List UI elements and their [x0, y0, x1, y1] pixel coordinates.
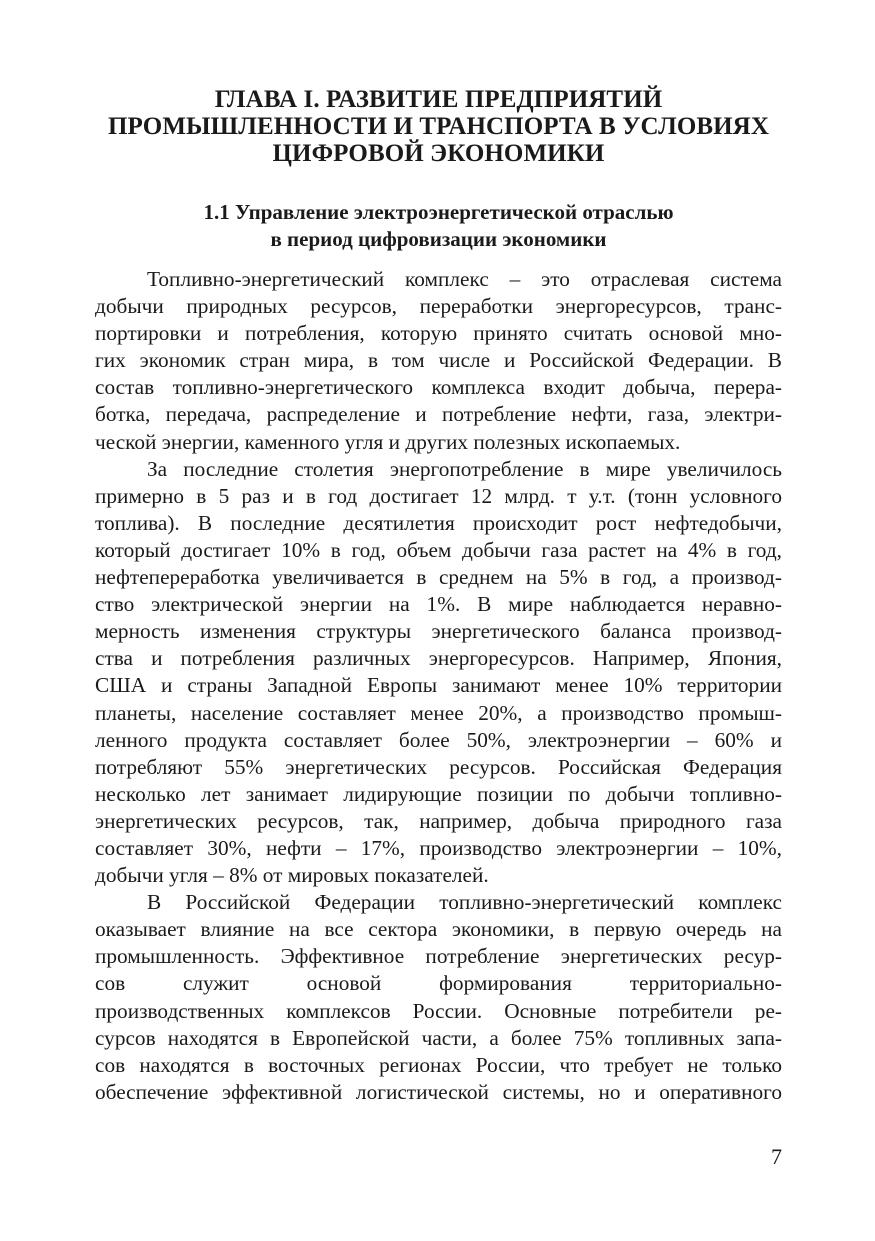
text-line: ство электрической энергии на 1%. В мире наблюдается неравно-	[95, 592, 782, 617]
paragraph-2	[95, 456, 782, 890]
text-line: составляет 30%, нефти – 17%, производство электроэнергии – 10%,	[95, 835, 782, 860]
text-line: сов находятся в восточных регионах России, что требует не только	[95, 1052, 782, 1077]
text-line: несколько лет занимает лидирующие позиции по добычи топливно-	[95, 781, 782, 806]
paragraph-3	[95, 889, 782, 1106]
text-line: США и страны Западной Европы занимают менее 10% территории	[95, 673, 782, 698]
text-line: В Российской Федерации топливно-энергетический комплекс	[147, 890, 782, 915]
text-line: портировки и потребления, которую принято считать основой мно-	[95, 321, 782, 346]
text-line: промышленность. Эффективное потребление энергетических ресур-	[95, 944, 782, 969]
text-line: Топливно-энергетический комплекс – это отраслевая система	[147, 267, 782, 291]
text-line: энергетических ресурсов, так, например, добыча природного газа	[95, 808, 782, 833]
text-line: сов служит основой формирования территориально-	[95, 971, 782, 996]
text-line: состав топливно-энергетического комплекса входит добыча, перера-	[95, 375, 782, 400]
section-title-line: 1.1 Управление электроэнергетической отраслью	[203, 200, 674, 224]
body-text	[95, 266, 782, 1106]
text-line: ства и потребления различных энергоресурсов. Например, Япония,	[95, 646, 782, 671]
text-line: планеты, население составляет менее 20%, а производство промыш-	[95, 700, 782, 725]
text-line: гих экономик стран мира, в том числе и Российской Федерации. В	[95, 348, 782, 373]
text-line: За последние столетия энергопотребление в мире увеличилось	[147, 456, 782, 481]
chapter-title	[95, 83, 782, 168]
text-line: ленного продукта составляет более 50%, электроэнергии – 60% и	[95, 727, 782, 752]
text-line: производственных комплексов России. Основные потребители ре-	[95, 998, 782, 1023]
text-line: добычи угля – 8% от мировых показателей.	[95, 863, 489, 888]
text-line: потребляют 55% энергетических ресурсов. Российская Федерация	[95, 754, 782, 779]
paragraph-1	[95, 266, 782, 456]
text-line: добычи природных ресурсов, переработки энергоресурсов, транс-	[95, 294, 782, 319]
text-line: оказывает влияние на все сектора экономики, в первую очередь на	[95, 917, 782, 942]
chapter-title-line: ЦИФРОВОЙ ЭКОНОМИКИ	[272, 140, 605, 168]
section-title	[95, 198, 782, 252]
page-number: 7	[771, 1144, 782, 1169]
text-line: ческой энергии, каменного угля и других полезных ископаемых.	[95, 429, 681, 454]
chapter-title-line: ПРОМЫШЛЕННОСТИ И ТРАНСПОРТА В УСЛОВИЯХ	[108, 113, 769, 141]
text-line: топлива). В последние десятилетия происходит рост нефтедобычи,	[95, 510, 782, 535]
text-line: сурсов находятся в Европейской части, а более 75% топливных запа-	[95, 1025, 782, 1050]
section-title-line: в период цифровизации экономики	[270, 227, 607, 252]
text-line: обеспечение эффективной логистической системы, но и оперативного	[95, 1079, 782, 1104]
text-line: ботка, передача, распределение и потребление нефти, газа, электри-	[95, 402, 782, 427]
text-line: мерность изменения структуры энергетического баланса производ-	[95, 619, 782, 644]
text-line: примерно в 5 раз и в год достигает 12 млрд. т у.т. (тонн условного	[95, 483, 782, 508]
text-line: нефтепереработка увеличивается в среднем на 5% в год, а производ-	[95, 565, 782, 590]
chapter-title-line: ГЛАВА I. РАЗВИТИЕ ПРЕДПРИЯТИЙ	[214, 86, 663, 113]
text-line: который достигает 10% в год, объем добычи газа растет на 4% в год,	[95, 537, 782, 562]
